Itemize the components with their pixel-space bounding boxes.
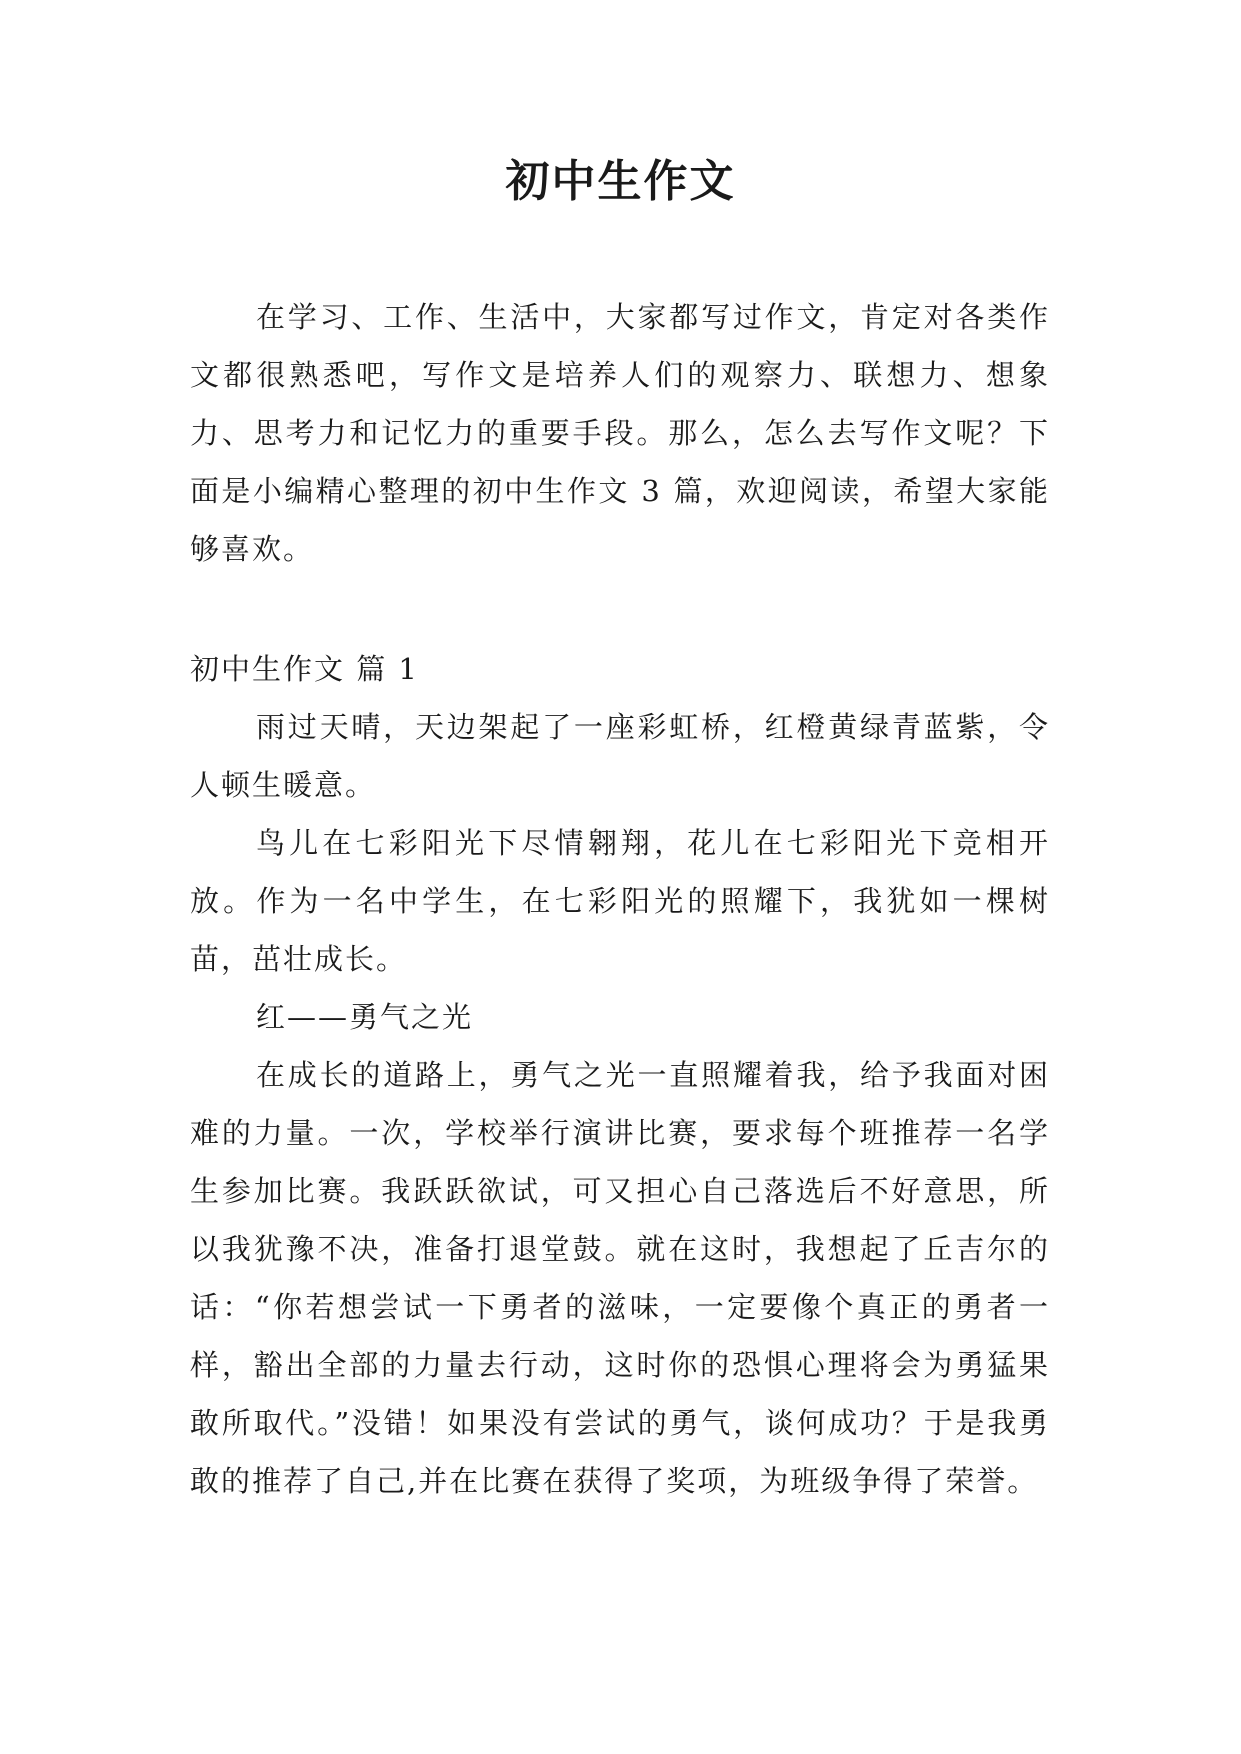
subheading-red-courage: 红——勇气之光 xyxy=(256,1000,474,1034)
document-title: 初中生作文 xyxy=(505,156,736,207)
paragraph-courage: 在成长的道路上，勇气之光一直照耀着我，给予我面对困难的力量。一次，学校举行演讲比赛，要求每个班推荐一名学生参加比赛。我跃跃欲试，可又担心自己落选后不好意思，所以我犹豫不决，准备打退堂鼓。就在这时，我想起了丘吉尔的话：“你若想尝试一下勇者的滋味，一定要像个真正的勇者一样，豁出全部的力量去行动，这时你的恐惧心理将会为勇猛果敢所取代。”没错！如果没有尝试的勇气，谈何成功？于是我勇敢的推荐了自己,并在比赛在获得了奖项，为班级争得了荣誉。 xyxy=(190,1058,1050,1498)
intro-paragraph: 在学习、工作、生活中，大家都写过作文，肯定对各类作文都很熟悉吧，写作文是培养人们的观察力、联想力、想象力、思考力和记忆力的重要手段。那么，怎么去写作文呢？下面是小编精心整理的初中生作文 3 篇，欢迎阅读，希望大家能够喜欢。 xyxy=(190,300,1050,566)
paragraph-sunshine: 鸟儿在七彩阳光下尽情翱翔，花儿在七彩阳光下竞相开放。作为一名中学生，在七彩阳光的照耀下，我犹如一棵树苗，茁壮成长。 xyxy=(190,826,1050,976)
paragraph-rainbow: 雨过天晴，天边架起了一座彩虹桥，红橙黄绿青蓝紫，令人顿生暖意。 xyxy=(190,710,1050,802)
section-heading: 初中生作文 篇 1 xyxy=(190,652,419,686)
